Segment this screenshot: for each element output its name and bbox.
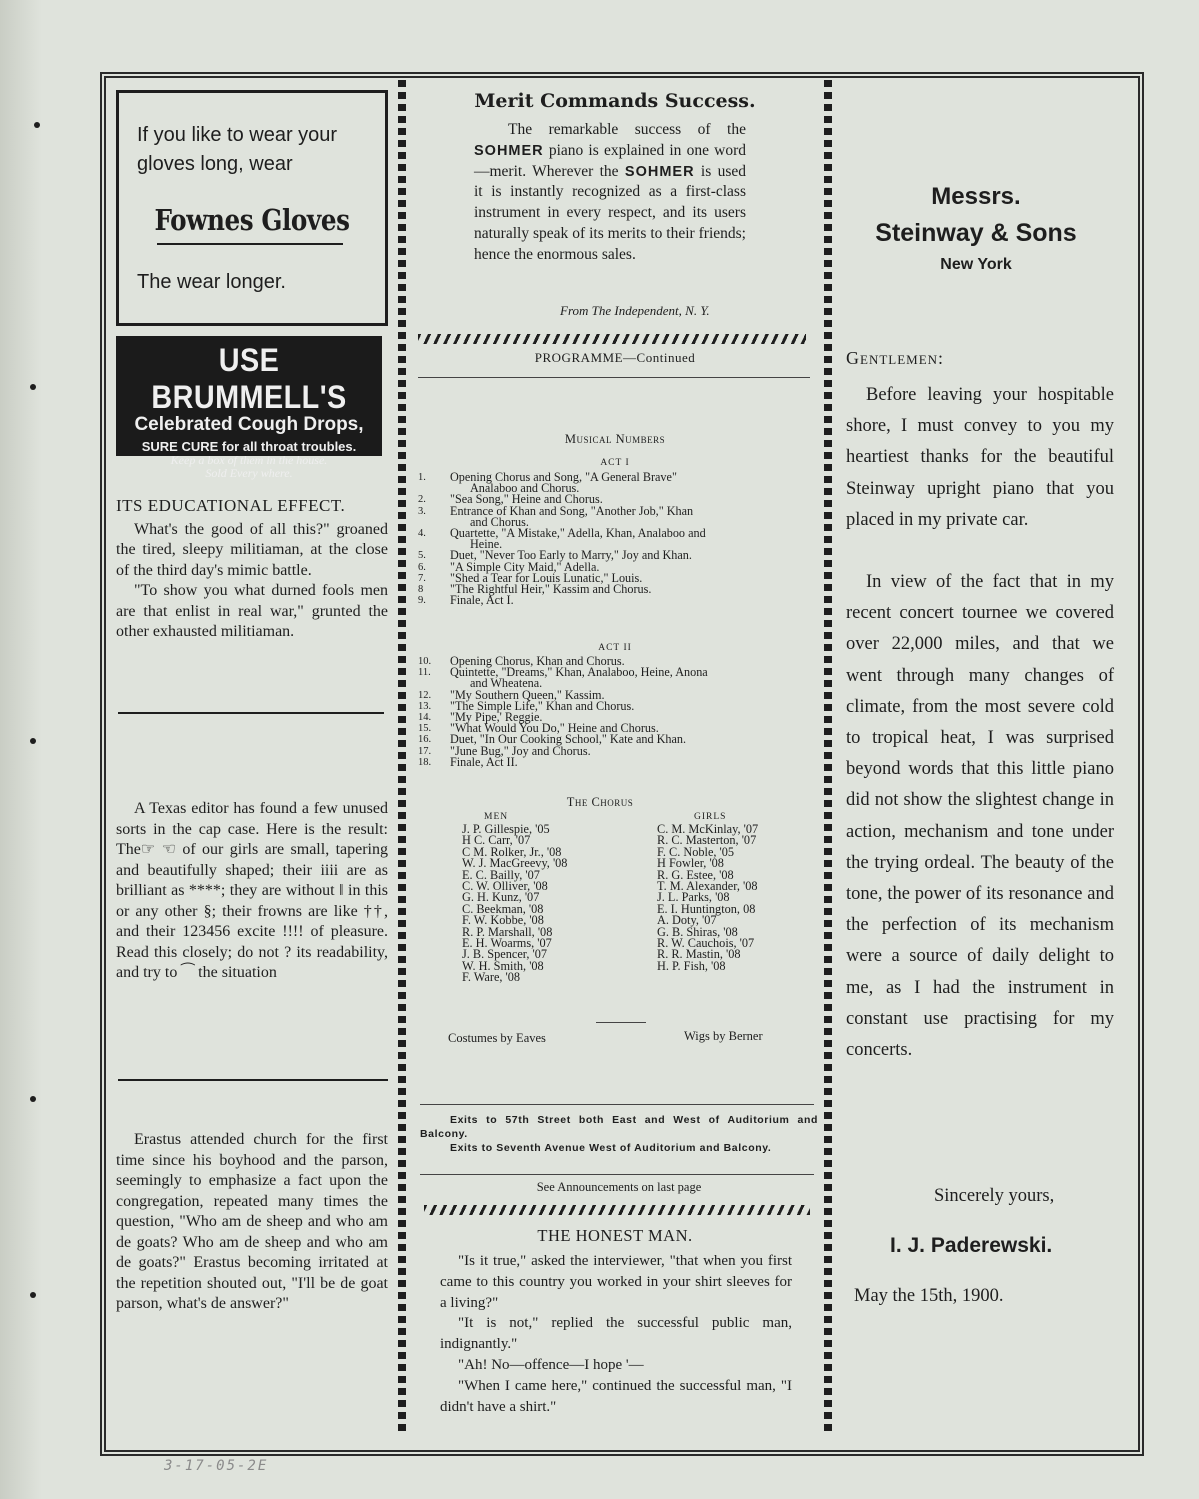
letter-date: May the 15th, 1900. <box>854 1286 1004 1306</box>
exits-notice <box>420 1114 818 1155</box>
item-text: Opening Chorus, Khan and Chorus. <box>450 654 625 668</box>
chorus-member: H Fowler, '08 <box>657 856 724 871</box>
educational-p1: What's the good of all this?" groaned the tired, sleepy militiaman, at the close of the third day's mimic battle. <box>116 520 388 579</box>
chorus-member: H. P. Fish, '08 <box>657 958 726 973</box>
chorus-member: W. H. Smith, '08 <box>462 958 544 973</box>
merit-source: From The Independent, N. Y. <box>560 303 710 318</box>
binding-hole <box>30 738 36 744</box>
item-text: "Sea Song," Heine and Chorus. <box>450 492 603 507</box>
item-text: Entrance of Khan and Song, "Another Job," Khan <box>450 503 694 518</box>
brummell-line1: USE BRUMMELL'S <box>151 342 347 415</box>
letter-signature: I. J. Paderewski. <box>890 1234 1053 1257</box>
merit-text-b: piano is explained in one word—merit. Wherever the <box>474 141 746 180</box>
chorus-member: A. Doty, '07 <box>657 913 717 928</box>
honest-p4: "When I came here," continued the successful man, "I didn't have a shirt." <box>440 1377 792 1415</box>
chorus-member: J. B. Spencer, '07 <box>462 947 548 962</box>
separator-rule <box>118 1079 388 1081</box>
handwritten-annotation: 3-17-05-2E <box>164 1458 269 1474</box>
fownes-brand: Fownes Gloves <box>154 203 350 237</box>
chorus-member: E. C. Bailly, '07 <box>462 867 540 882</box>
thin-rule <box>418 377 810 378</box>
thin-rule <box>420 1104 814 1105</box>
wigs-credit: Wigs by Berner <box>684 1029 763 1043</box>
fownes-rule <box>157 243 343 245</box>
item-number: 8 <box>418 584 424 596</box>
texas-p1: A Texas editor has found a few unused sorts in the cap case. Here is the result: The☞ ☜ of our girls are small, tapering and beautifully shaped; their iiii are as brilliant as ****; they are without ‖ in this or any other §; their frowns are like ††, and their 123456 excite !!!! of pleasure. Read this closely; do not ? its readability, and try to ⁀ the situation <box>116 800 388 981</box>
brummell-ad <box>116 336 382 480</box>
item-text: Quintette, "Dreams," Khan, Analaboo, Heine, Anona <box>450 665 708 680</box>
item-text: Quartette, "A Mistake," Adella, Khan, Analaboo and <box>450 526 706 541</box>
fownes-line2: The wear longer. <box>137 271 286 293</box>
binding-hole <box>30 1096 36 1102</box>
item-number: 3. <box>418 505 426 517</box>
steinway-name: Steinway & Sons <box>875 219 1077 247</box>
musical-numbers-title: Musical Numbers <box>564 432 666 446</box>
honest-p2: "It is not," replied the successful public man, indignantly." <box>440 1315 792 1353</box>
chorus-member: E. I. Huntington, 08 <box>657 901 756 916</box>
column-divider-right <box>824 80 832 1432</box>
act2-list <box>418 656 818 768</box>
item-text: "Shed a Tear for Louis Lunatic," Louis. <box>450 570 643 585</box>
chorus-member: W. J. MacGreevy, '08 <box>462 856 568 871</box>
act2-label: ACT II <box>598 643 632 653</box>
educational-title: ITS EDUCATIONAL EFFECT. <box>116 496 346 515</box>
letter-p1: Before leaving your hospitable shore, I must convey to you my heartiest thanks for the beautiful Steinway upright piano that you placed in my private car. <box>846 385 1114 530</box>
chorus-title: The Chorus <box>566 795 634 809</box>
item-text: Duet, "In Our Cooking School," Kate and Khan. <box>450 732 687 747</box>
chorus-member: J. L. Parks, '08 <box>657 890 730 905</box>
sohmer-ad <box>474 120 746 266</box>
brummell-line3: SURE CURE for all throat troubles. <box>141 439 357 454</box>
item-number: 17. <box>418 745 432 757</box>
item-text: "The Rightful Heir," Kassim and Chorus. <box>450 582 652 597</box>
zigzag-border <box>424 1205 810 1215</box>
item-number: 11. <box>418 667 431 679</box>
item-continuation: and Chorus. <box>470 514 529 529</box>
item-number: 2. <box>418 494 426 506</box>
honest-p1: "Is it true," asked the interviewer, "that when you first came to this country you worked in your shirt sleeves for a living?" <box>440 1253 792 1311</box>
chorus-member: G. H. Kunz, '07 <box>462 890 540 905</box>
item-number: 1. <box>418 472 426 483</box>
letter-greeting: Gentlemen: <box>846 348 945 368</box>
men-list <box>462 824 567 984</box>
chorus-member: F. Ware, '08 <box>462 970 521 985</box>
item-text: "What Would You Do," Heine and Chorus. <box>450 721 659 736</box>
binding-hole <box>30 1292 36 1298</box>
page-edge <box>0 0 42 1499</box>
chorus-member: E. H. Woarms, '07 <box>462 936 552 951</box>
educational-p2: "To show you what durned fools men are that enlist in real war," grunted the other exhausted militiaman. <box>116 582 388 640</box>
merit-title: Merit Commands Success. <box>474 90 756 112</box>
announcements-note: See Announcements on last page <box>536 1180 702 1194</box>
chorus-member: R. G. Estee, '08 <box>657 867 734 882</box>
merit-text-a: The remarkable success of the <box>508 121 746 138</box>
men-label: MEN <box>484 812 509 822</box>
programme-heading: PROGRAMME—Continued <box>534 350 696 365</box>
item-number: 12. <box>418 689 432 701</box>
fownes-gloves-ad <box>116 90 388 326</box>
sohmer-brand: SOHMER <box>624 163 695 180</box>
item-continuation: Analaboo and Chorus. <box>470 481 580 496</box>
item-text: Duet, "Never Too Early to Marry," Joy and Khan. <box>450 548 692 563</box>
programme-item <box>418 595 818 606</box>
act1-label: ACT I <box>600 458 630 468</box>
sohmer-brand: SOHMER <box>474 142 544 159</box>
zigzag-border <box>418 334 806 344</box>
item-number: 10. <box>418 656 432 667</box>
programme-item <box>418 503 818 529</box>
item-number: 4. <box>418 528 426 540</box>
thin-rule <box>596 1022 646 1023</box>
letter-closing: Sincerely yours, <box>934 1186 1055 1206</box>
item-number: 15. <box>418 723 432 735</box>
item-text: "My Pipe,' Reggie. <box>450 710 543 725</box>
honest-man-title: THE HONEST MAN. <box>537 1226 693 1245</box>
item-text: Finale, Act I. <box>450 593 514 608</box>
chorus-member: C. Beekman, '08 <box>462 901 544 916</box>
binding-hole <box>34 122 40 128</box>
texas-article <box>116 799 388 984</box>
exits-p1: Exits to 57th Street both East and West of Auditorium and Balcony. <box>420 1114 818 1140</box>
item-text: Opening Chorus and Song, "A General Brave" <box>450 470 677 484</box>
chorus-member: T. M. Alexander, '08 <box>657 879 758 894</box>
brummell-line2: Celebrated Cough Drops, <box>134 414 364 435</box>
item-text: "A Simple City Maid," Adella. <box>450 559 600 574</box>
chorus-member: H C. Carr, '07 <box>462 833 531 848</box>
binding-hole <box>30 384 36 390</box>
item-number: 6. <box>418 561 426 573</box>
honest-p3: "Ah! No—offence—I hope '— <box>458 1356 644 1373</box>
item-continuation: Heine. <box>470 537 503 552</box>
letter-paragraph-2 <box>846 567 1114 1066</box>
chorus-member: F. W. Kobbe, '08 <box>462 913 544 928</box>
programme-item <box>418 754 818 769</box>
steinway-messrs: Messrs. <box>931 183 1021 210</box>
programme-item <box>418 667 818 689</box>
steinway-header <box>838 183 1114 274</box>
merit-text-c: is used it is instantly recognized as a first-class instrument in every respect, and its users naturally speak of its merits to their friends; hence the enormous sales. <box>474 162 747 263</box>
exits-p2: Exits to Seventh Avenue West of Auditorium and Balcony. <box>450 1141 772 1154</box>
costumes-credit: Costumes by Eaves <box>448 1031 546 1045</box>
chorus-member: G. B. Shiras, '08 <box>657 924 738 939</box>
item-number: 7. <box>418 572 426 584</box>
chorus-member: J. P. Gillespie, '05 <box>462 822 550 836</box>
item-number: 9. <box>418 595 426 607</box>
item-text: "The Simple Life," Khan and Chorus. <box>450 698 635 713</box>
letter-p2: In view of the fact that in my recent concert tournee we covered over 22,000 miles, and that we went through many changes of climate, from the most severe cold to tropical heat, I was surprised beyond words that this little piano did not show the slightest change in action, mechanism and tone under the trying ordeal. The beauty of the tone, the power of its resonance and the perfection of its mechanism were a source of daily delight to me, as I had the instrument in constant use practising for my concerts. <box>846 572 1114 1061</box>
item-number: 16. <box>418 734 432 746</box>
chorus-member: R. R. Mastin, '08 <box>657 947 741 962</box>
fownes-line1: If you like to wear your gloves long, wear <box>137 124 338 175</box>
item-text: "My Southern Queen," Kassim. <box>450 687 605 702</box>
letter-paragraph-1 <box>846 380 1114 536</box>
item-text: Finale, Act II. <box>450 754 518 769</box>
item-number: 14. <box>418 712 432 724</box>
column-divider-left <box>398 80 406 1432</box>
brummell-line5: Sold Every where. <box>205 466 293 480</box>
honest-man-article <box>440 1251 792 1417</box>
chorus-member: C. M. McKinlay, '07 <box>657 822 759 836</box>
programme-item <box>418 528 818 550</box>
item-text: "June Bug," Joy and Chorus. <box>450 743 591 758</box>
chorus-member: F. C. Noble, '05 <box>657 844 735 859</box>
chorus-member: C M. Rolker, Jr., '08 <box>462 844 562 859</box>
item-number: 5. <box>418 550 426 562</box>
chorus-member: R. W. Cauchois, '07 <box>657 936 755 951</box>
item-continuation: and Wheatena. <box>470 676 543 691</box>
erastus-article <box>116 1130 388 1315</box>
thin-rule <box>420 1174 814 1175</box>
chorus-member: R. P. Marshall, '08 <box>462 924 553 939</box>
separator-rule <box>118 712 384 714</box>
programme-item <box>418 472 818 494</box>
chorus-member: C. W. Olliver, '08 <box>462 879 548 894</box>
item-number: 18. <box>418 756 432 768</box>
brummell-line4: Keep a box of them in the house. <box>170 453 328 467</box>
item-number: 13. <box>418 700 432 712</box>
erastus-p1: Erastus attended church for the first time since his boyhood and the parson, seemingly to emphasize a fact upon the congregation, repeated many times the question, "Who am de sheep and who am de goats? Who am de sheep and who am de goats?" Erastus becoming irritated at the repetition shouted out, "I'll be de goat parson, what's de answer?" <box>116 1131 388 1312</box>
educational-article <box>116 496 388 643</box>
girls-label: GIRLS <box>694 812 727 822</box>
chorus-member: R. C. Masterton, '07 <box>657 833 757 848</box>
steinway-city: New York <box>940 256 1012 273</box>
girls-list <box>657 824 758 972</box>
act1-list <box>418 472 818 606</box>
